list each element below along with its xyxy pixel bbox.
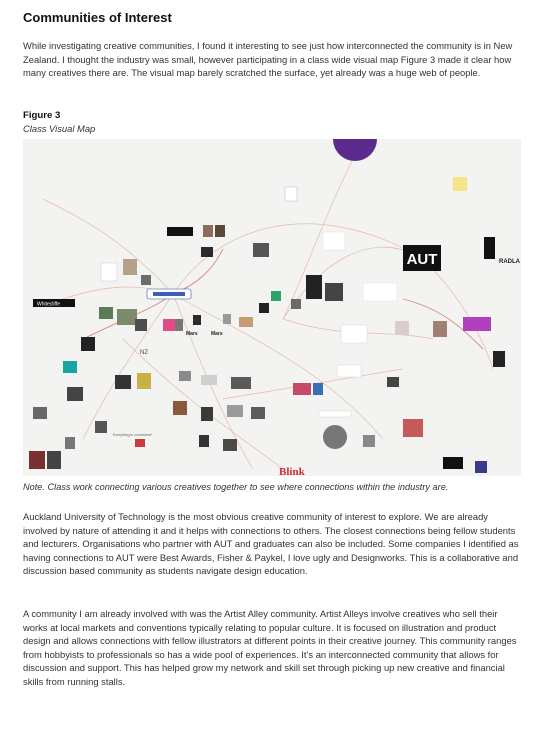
artist-alley-paragraph: A community I am already involved with was the Artist Alley community. Artist Alleys involve creatives who sell their works at local markets and conventions typically relating to popular culture. It is focused on illustration and product design and allows connections with fellow illustrators at different points in their creative journey. This community ranges from hobbyists to professionals so has a wide pool of experiences. It’s an interconnected community that allows for discussion and support. This has helped grow my network and skill set through picking up new creative and financial skills from running stalls. (23, 608, 517, 687)
thumbnail-cards (29, 187, 505, 473)
radla-label: RADLA (499, 259, 520, 265)
whitecliffe-label: Whitecliffe (37, 301, 60, 308)
blink-label: Blink (279, 466, 305, 476)
intro-paragraph: While investigating creative communities, I found it interesting to see just how interconnected the community is in New Zealand. I thought the industry was small, however participating in a class wide visual map Figure 3 made it clear how many creatives there are. The visual map barely scratched the surface, yet already was a huge web of people. (23, 40, 513, 79)
section-heading: Communities of Interest (23, 10, 172, 25)
sticky-note (453, 177, 467, 191)
class-visual-map (23, 139, 521, 476)
aut-paragraph: Auckland University of Technology is the most obvious creative community of interest to explore. We are already involved by nature of attending it and it helps with connections to others. The closest connections being fellow students and lecturers. Organisations who partner with AUT and graduates can also be included. Some companies I identified as having connections to AUT were Best Awards, Fisher & Paykel, I love ugly and Designworks. This is a collaborative and discussion based community as students navigate design education. (23, 511, 519, 577)
figure-label: Figure 3 (23, 110, 61, 121)
figure-title: Class Visual Map (23, 123, 96, 134)
aut-logo-text: AUT (406, 251, 438, 268)
figure-note: Note. Class work connecting various creatives together to see where connections within the industry are. (23, 482, 449, 492)
logo-circle (333, 139, 377, 161)
nz-label: NZ (140, 350, 148, 356)
mars-label-2: Mars (211, 331, 223, 337)
connected-note: Everything is connected!! (113, 433, 153, 437)
visual-map-canvas (23, 139, 521, 476)
mars-label-1: Mars (186, 331, 198, 337)
